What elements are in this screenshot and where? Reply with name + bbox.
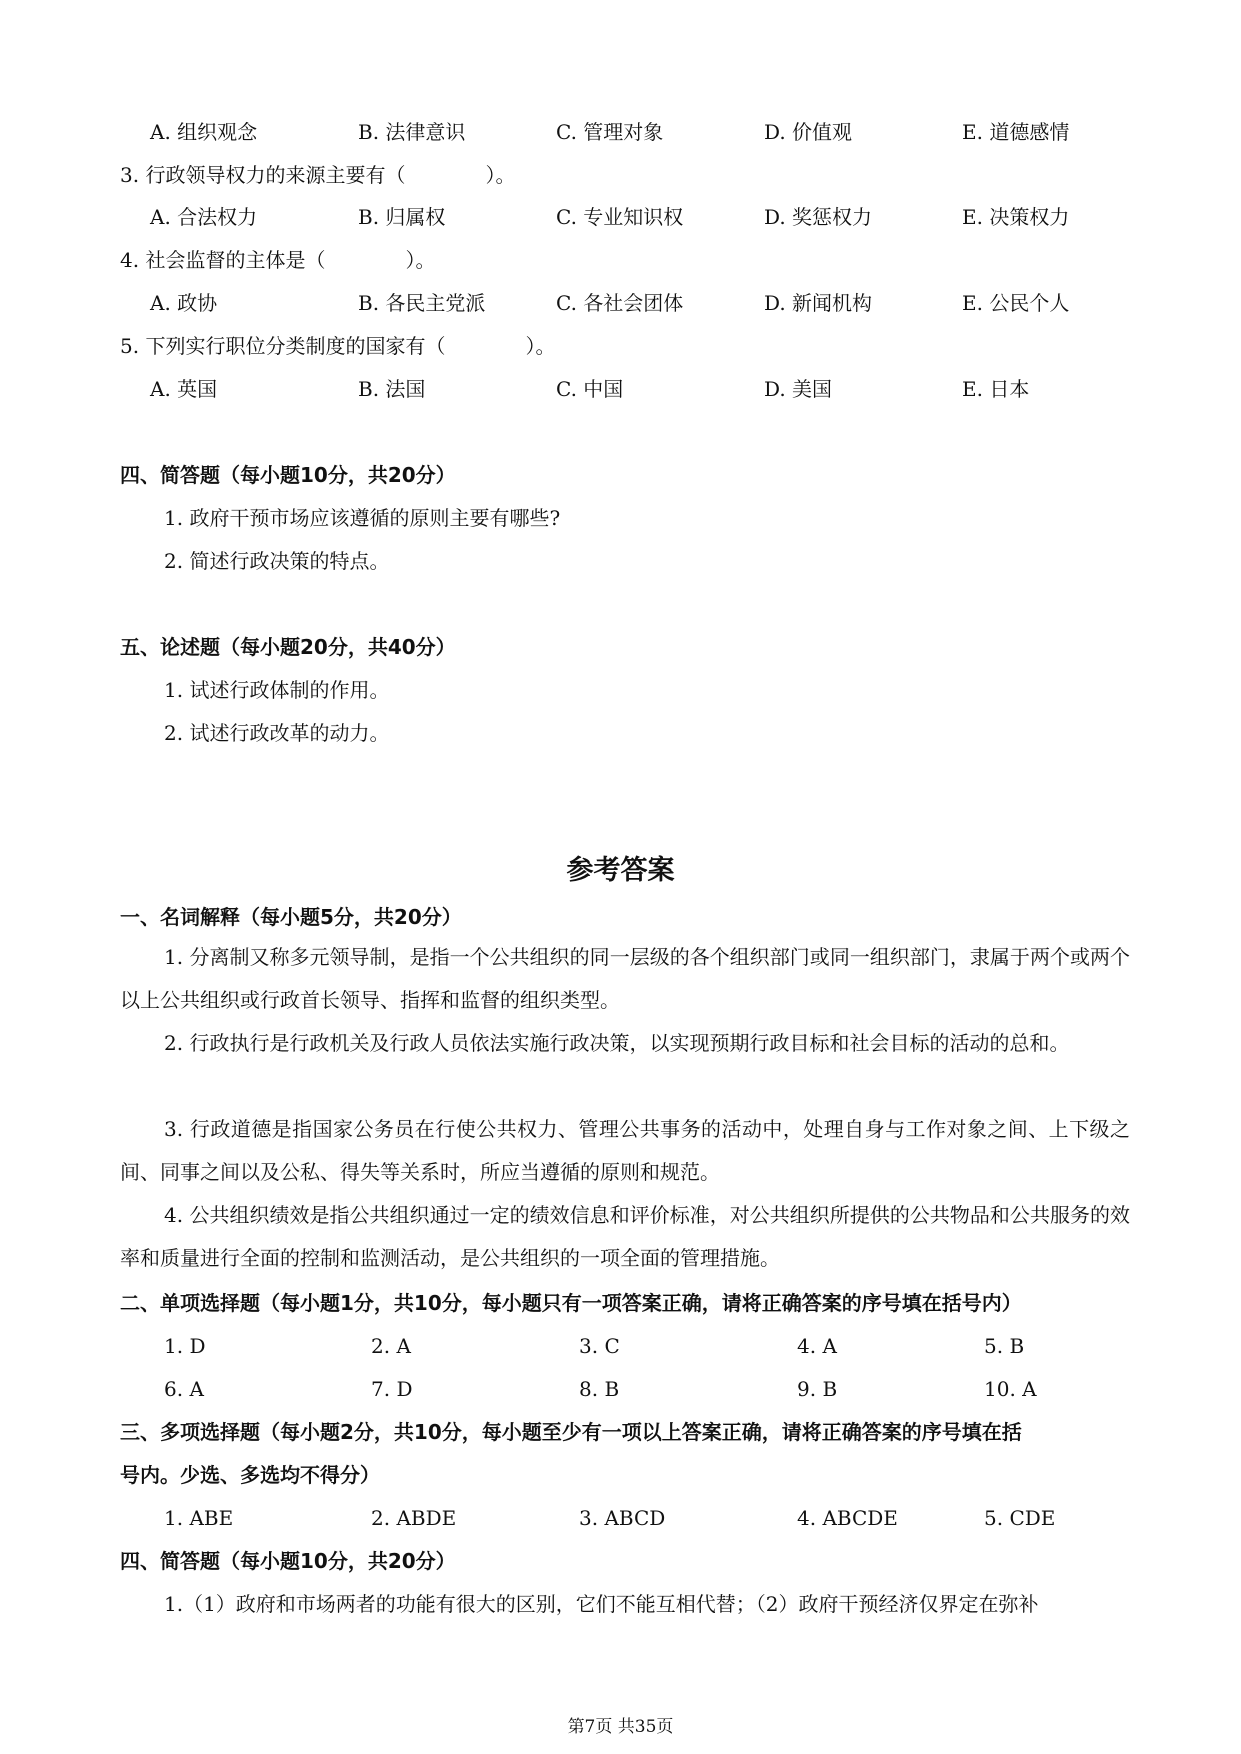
answer-paragraph: 2. 行政执行是行政机关及行政人员依法实施行政决策，以实现预期行政目标和社会目标的活动的总和。 [164, 1031, 1070, 1055]
question-item: 2. 简述行政决策的特点。 [164, 549, 390, 573]
answer-cell: 3. ABCD [579, 1506, 666, 1530]
section-heading: 一、名词解释（每小题5分，共20分） [120, 905, 462, 929]
option: E. 日本 [962, 377, 1030, 401]
section-heading: 三、多项选择题（每小题2分，共10分，每小题至少有一项以上答案正确，请将正确答案的序号填在括 [120, 1420, 1022, 1444]
option: B. 归属权 [358, 205, 446, 229]
answers-title: 参考答案 [566, 855, 675, 886]
answer-paragraph: 3. 行政道德是指国家公务员在行使公共权力、管理公共事务的活动中，处理自身与工作对象之间、上下级之间、同事之间以及公私、得失等关系时，所应当遵循的原则和规范。 [120, 1117, 1130, 1184]
option: C. 管理对象 [556, 120, 664, 144]
option: E. 决策权力 [962, 205, 1070, 229]
section-heading-cont: 号内。少选、多选均不得分） [120, 1463, 380, 1487]
option: A. 政协 [150, 291, 218, 315]
option: C. 各社会团体 [556, 291, 684, 315]
question-stem: 4. 社会监督的主体是（ ）。 [120, 248, 436, 272]
option: C. 专业知识权 [556, 205, 684, 229]
section-heading: 二、单项选择题（每小题1分，共10分，每小题只有一项答案正确，请将正确答案的序号填在括号内） [120, 1291, 1022, 1315]
answer-cell: 1. D [164, 1334, 206, 1358]
option: B. 法律意识 [358, 120, 466, 144]
answer-cell: 5. B [984, 1334, 1025, 1358]
option: D. 价值观 [764, 120, 853, 144]
answer-cell: 9. B [797, 1377, 838, 1401]
page-footer: 第7页 共35页 [567, 1717, 674, 1737]
question-stem: 3. 行政领导权力的来源主要有（ ）。 [120, 163, 516, 187]
answer-cell: 7. D [371, 1377, 413, 1401]
section-heading: 四、简答题（每小题10分，共20分） [120, 1549, 456, 1573]
answer-cell: 8. B [579, 1377, 620, 1401]
option: A. 合法权力 [150, 205, 258, 229]
question-stem: 5. 下列实行职位分类制度的国家有（ ）。 [120, 334, 556, 358]
option: B. 各民主党派 [358, 291, 486, 315]
option: A. 英国 [150, 377, 218, 401]
option: B. 法国 [358, 377, 426, 401]
answer-cell: 4. ABCDE [797, 1506, 898, 1530]
option: A. 组织观念 [150, 120, 258, 144]
answer-cell: 3. C [579, 1334, 620, 1358]
question-item: 1. 政府干预市场应该遵循的原则主要有哪些? [164, 506, 561, 530]
answer-cell: 10. A [984, 1377, 1037, 1401]
option: D. 美国 [764, 377, 833, 401]
option: D. 奖惩权力 [764, 205, 873, 229]
answer-paragraph: 1. 分离制又称多元领导制，是指一个公共组织的同一层级的各个组织部门或同一组织部门，隶属于两个或两个以上公共组织或行政首长领导、指挥和监督的组织类型。 [120, 945, 1130, 1012]
answer-cell: 2. ABDE [371, 1506, 457, 1530]
option: E. 道德感情 [962, 120, 1070, 144]
option: E. 公民个人 [962, 291, 1070, 315]
option: C. 中国 [556, 377, 624, 401]
section-heading: 五、论述题（每小题20分，共40分） [120, 635, 456, 659]
answer-paragraph: 1.（1）政府和市场两者的功能有很大的区别，它们不能互相代替；（2）政府干预经济仅界定在弥补 [164, 1592, 1039, 1616]
answer-cell: 1. ABE [164, 1506, 234, 1530]
question-item: 1. 试述行政体制的作用。 [164, 678, 390, 702]
question-item: 2. 试述行政改革的动力。 [164, 721, 390, 745]
answer-cell: 4. A [797, 1334, 837, 1358]
answer-cell: 6. A [164, 1377, 204, 1401]
answer-paragraph: 4. 公共组织绩效是指公共组织通过一定的绩效信息和评价标准，对公共组织所提供的公共物品和公共服务的效率和质量进行全面的控制和监测活动，是公共组织的一项全面的管理措施。 [120, 1203, 1130, 1270]
section-heading: 四、简答题（每小题10分，共20分） [120, 463, 456, 487]
option: D. 新闻机构 [764, 291, 873, 315]
answer-cell: 2. A [371, 1334, 411, 1358]
answer-cell: 5. CDE [984, 1506, 1056, 1530]
